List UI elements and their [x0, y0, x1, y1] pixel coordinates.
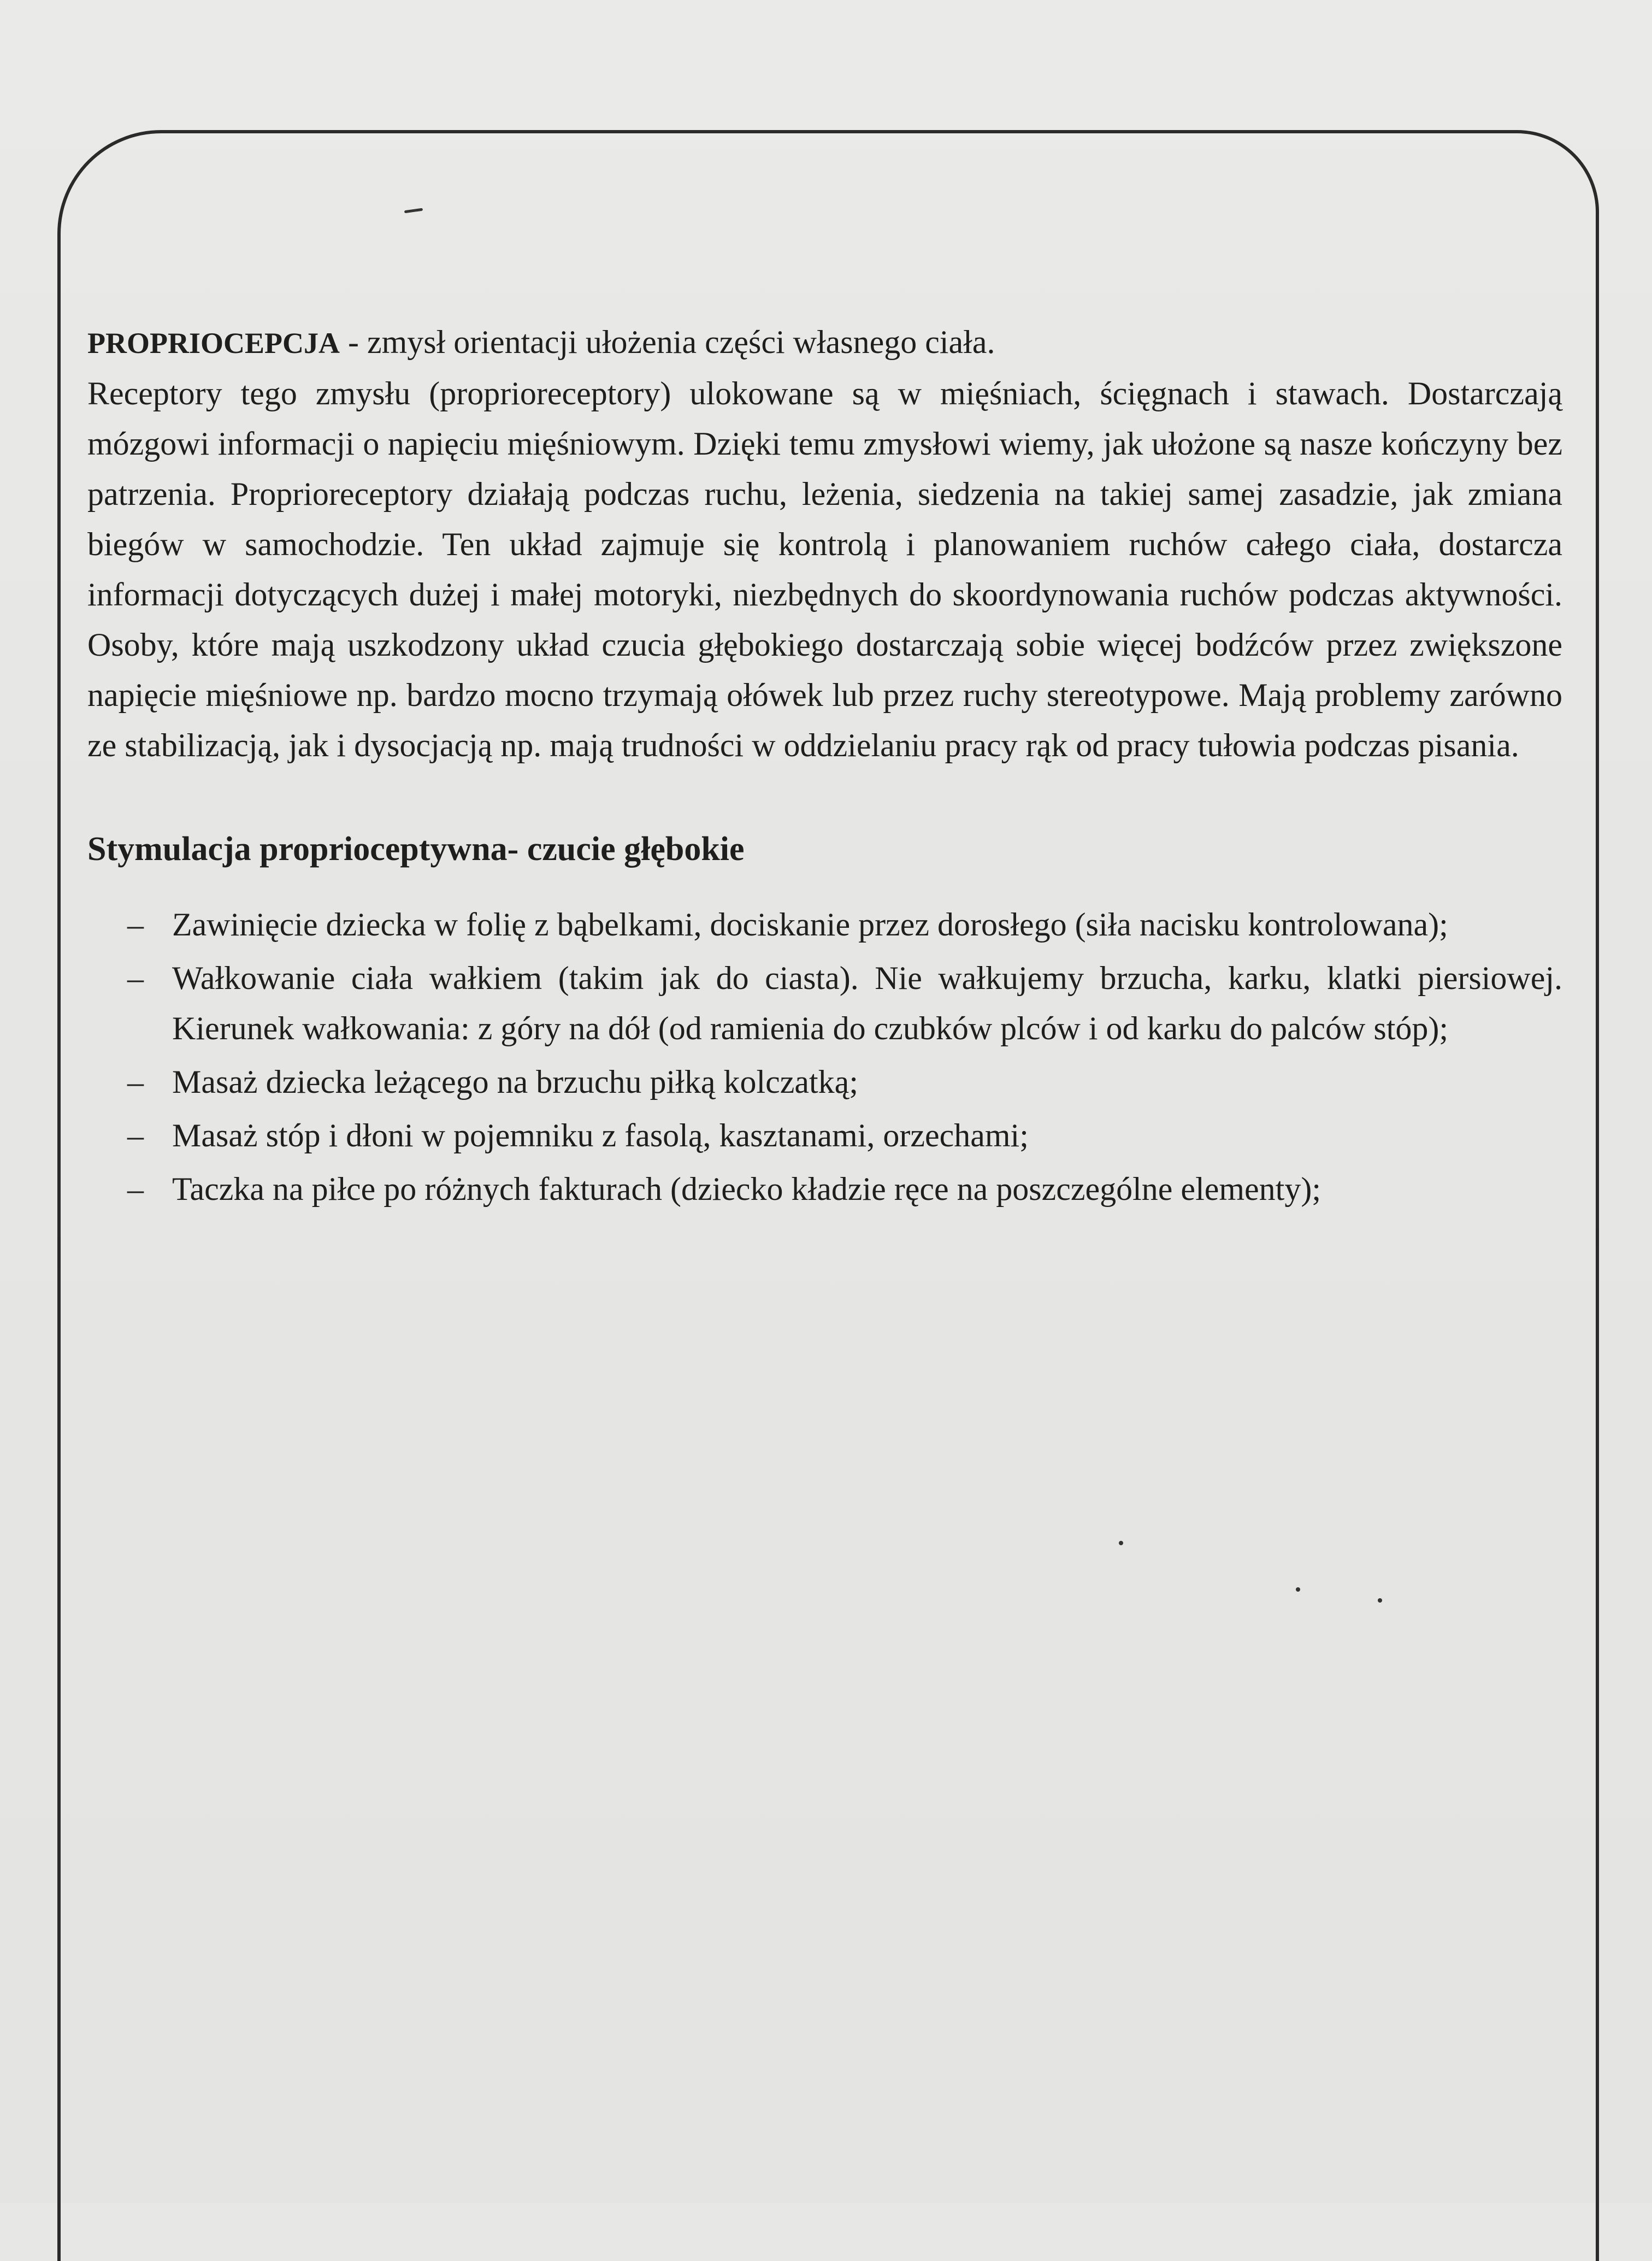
list-item-text: Masaż dziecka leżącego na brzuchu piłką kolczatką;	[172, 1064, 858, 1100]
definition-paragraph	[87, 317, 1562, 770]
section-heading: Stymulacja proprioceptywna- czucie głębokie	[87, 831, 745, 868]
list-dash: –	[127, 1171, 144, 1207]
ink-speck	[1296, 1587, 1300, 1592]
list-item	[127, 1110, 1562, 1161]
definition-body: Receptory tego zmysłu (proprioreceptory) ulokowane są w mięśniach, ścięgnach i stawach. Dostarczają mózgowi informacji o napięciu mięśniowym. Dzięki temu zmysłowi wiemy, jak ułożone są nasze kończyny bez patrzenia. Proprioreceptory działają podczas ruchu, leżenia, siedzenia na takiej samej zasadzie, jak zmiana biegów w samochodzie. Ten układ zajmuje się kontrolą i planowaniem ruchów całego ciała, dostarcza informacji dotyczących dużej i małej motoryki, niezbędnych do skoordynowania ruchów podczas aktywności. Osoby, które mają uszkodzony układ czucia głębokiego dostarczają sobie więcej bodźców przez zwiększone napięcie mięśniowe np. bardzo mocno trzymają ołówek lub przez ruchy stereotypowe. Mają problemy zarówno ze stabilizacją, jak i dysocjacją np. mają trudności w oddzielaniu pracy rąk od pracy tułowia podczas pisania.	[87, 375, 1562, 763]
definition-term: PROPRIOCEPCJA	[87, 327, 340, 360]
definition-separator: -	[339, 324, 367, 360]
list-item	[127, 1057, 1562, 1107]
list-dash: –	[127, 906, 144, 943]
ink-speck	[1119, 1541, 1123, 1545]
list-dash: –	[127, 1064, 144, 1100]
document-content	[87, 317, 1562, 1217]
list-item	[127, 953, 1562, 1053]
ink-speck	[1378, 1598, 1382, 1603]
list-item-text: Wałkowanie ciała wałkiem (takim jak do ciasta). Nie wałkujemy brzucha, karku, klatki piersiowej. Kierunek wałkowania: z góry na dół (od ramienia do czubków plców i od karku do palców stóp);	[172, 960, 1562, 1046]
list-item	[127, 1164, 1562, 1214]
stimulation-list	[87, 899, 1562, 1214]
list-item-text: Zawinięcie dziecka w folię z bąbelkami, dociskanie przez dorosłego (siła nacisku kontrolowana);	[172, 906, 1448, 943]
list-dash: –	[127, 1117, 144, 1153]
definition-first-line: zmysł orientacji ułożenia części własnego ciała.	[367, 324, 995, 360]
list-dash: –	[127, 960, 144, 996]
list-item-text: Taczka na piłce po różnych fakturach (dziecko kładzie ręce na poszczególne elementy);	[172, 1171, 1321, 1207]
list-item	[127, 899, 1562, 950]
list-item-text: Masaż stóp i dłoni w pojemniku z fasolą, kasztanami, orzechami;	[172, 1117, 1029, 1153]
